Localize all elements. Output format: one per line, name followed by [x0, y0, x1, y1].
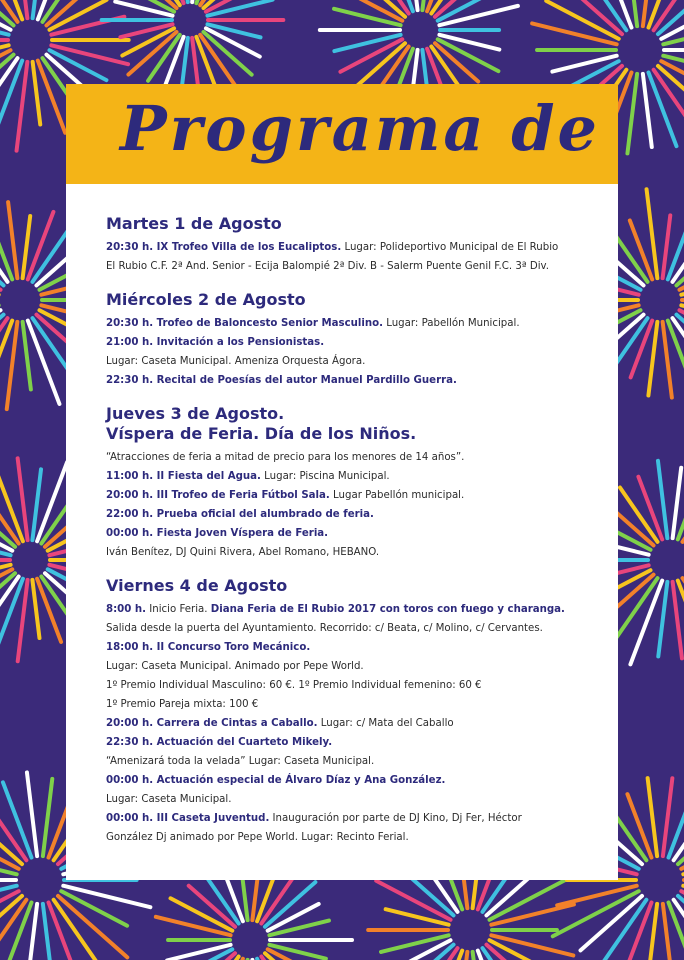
event-detail: Lugar: Polideportivo Municipal de El Rubio — [341, 242, 559, 253]
day-section — [106, 214, 606, 276]
event-detail: Iván Benítez, DJ Quini Rivera, Abel Romano, HEBANO. — [106, 547, 380, 558]
event-title: 20:00 h. III Trofeo de Feria Fútbol Sala. — [106, 490, 330, 501]
event-detail: Inauguración por parte de DJ Kino, Dj Fer, Héctor — [269, 813, 522, 824]
firework-ray — [673, 468, 682, 538]
firework-ray — [663, 215, 671, 278]
program-line — [106, 448, 606, 467]
program-line — [106, 600, 606, 619]
firework-ray — [58, 896, 127, 957]
firework-ray — [334, 35, 400, 51]
program-line — [106, 333, 606, 352]
firework-ray — [381, 935, 449, 952]
firework-ray — [0, 310, 1, 338]
day-heading-line: Viernes 4 de Agosto — [106, 576, 288, 595]
event-detail: Salida desde la puerta del Ayuntamiento. Recorrido: c/ Beata, c/ Molino, c/ Cervantes. — [106, 623, 543, 634]
firework-ray — [590, 900, 646, 960]
firework-ray — [334, 9, 401, 25]
firework-ray — [491, 904, 574, 924]
program-line — [106, 238, 606, 257]
event-title: 22:00 h. Prueba oficial del alumbrado de feria. — [106, 509, 374, 520]
event-detail: Lugar: Piscina Municipal. — [260, 471, 390, 482]
firework-ray — [63, 886, 150, 907]
event-title: 11:00 h. II Fiesta del Agua. — [106, 471, 261, 482]
event-detail: Lugar: Caseta Municipal. Animado por Pepe World. — [106, 661, 364, 672]
firework-ray — [32, 580, 39, 638]
firework-ray — [33, 62, 41, 125]
event-title: 20:30 h. IX Trofeo Villa de los Eucaliptos. — [106, 242, 342, 253]
event-detail: “Atracciones de feria a mitad de precio para los menores de 14 años”. — [106, 452, 465, 463]
firework-ray — [663, 778, 672, 856]
program-line — [106, 486, 606, 505]
event-detail: 1º Premio Pareja mixta: 100 € — [106, 699, 259, 710]
firework-ray — [627, 74, 637, 154]
event-title: 00:00 h. Actuación especial de Álvaro Díaz y Ana González. — [106, 775, 446, 786]
firework-ray — [648, 322, 657, 396]
day-heading-line: Jueves 3 de Agosto. — [106, 404, 285, 423]
program-line — [106, 314, 606, 333]
firework-ray — [386, 909, 449, 925]
day-heading — [106, 404, 606, 444]
event-title: 00:00 h. Fiesta Joven Víspera de Feria. — [106, 528, 329, 539]
event-detail: “Amenizará toda la velada” Lugar: Caseta Municipal. — [106, 756, 375, 767]
event-detail: Lugar Pabellón municipal. — [329, 490, 465, 501]
firework-ray — [643, 74, 652, 147]
program-line — [106, 771, 606, 790]
program-line — [106, 352, 606, 371]
day-heading — [106, 576, 606, 596]
day-heading-line: Martes 1 de Agosto — [106, 214, 282, 233]
program-line — [106, 371, 606, 390]
event-title: 00:00 h. III Caseta Juventud. — [106, 813, 270, 824]
event-detail: Inicio Feria. — [146, 604, 211, 615]
program-line — [106, 714, 606, 733]
event-detail: González Dj animado por Pepe World. Lugar: Recinto Ferial. — [106, 832, 409, 843]
program-line — [106, 676, 606, 695]
day-section — [106, 576, 606, 847]
day-heading-line: Miércoles 2 de Agosto — [106, 290, 306, 309]
day-heading — [106, 290, 606, 310]
program-line — [106, 543, 606, 562]
program-line — [106, 619, 606, 638]
day-section — [106, 404, 606, 562]
page-title: Programa de — [120, 92, 600, 165]
event-title: 18:00 h. II Concurso Toro Mecánico. — [106, 642, 311, 653]
program-line — [106, 828, 606, 847]
event-title: Diana Feria de El Rubio 2017 con toros con fuego y charanga. — [210, 604, 565, 615]
event-detail: Lugar: Caseta Municipal. Ameniza Orquesta Ágora. — [106, 356, 366, 367]
program-content — [106, 214, 606, 861]
event-title: 20:00 h. Carrera de Cintas a Caballo. — [106, 718, 318, 729]
firework-ray — [49, 902, 84, 960]
firework-ray — [23, 216, 31, 278]
firework-ray — [491, 935, 573, 955]
firework-ray — [43, 779, 52, 856]
firework-ray — [658, 582, 667, 657]
firework-ray — [648, 778, 657, 856]
program-line — [106, 695, 606, 714]
program-line — [106, 257, 606, 276]
event-title: 20:30 h. Trofeo de Baloncesto Senior Masculino. — [106, 318, 383, 329]
firework-ray — [532, 23, 617, 44]
firework-ray — [23, 322, 31, 390]
event-detail: El Rubio C.F. 2ª And. Senior - Ecija Balompié 2ª Div. B - Salerm Puente Genil F.C. 3ª Div. — [106, 261, 550, 272]
firework-ray — [0, 500, 15, 546]
program-line — [106, 467, 606, 486]
firework-ray — [439, 35, 499, 50]
program-line — [106, 505, 606, 524]
program-line — [106, 638, 606, 657]
program-line — [106, 809, 606, 828]
firework-ray — [557, 886, 637, 906]
program-line — [106, 657, 606, 676]
day-section — [106, 290, 606, 390]
program-line — [106, 790, 606, 809]
program-line — [106, 733, 606, 752]
program-line — [106, 752, 606, 771]
event-detail: Lugar: Caseta Municipal. — [106, 794, 232, 805]
event-detail: Lugar: c/ Mata del Caballo — [317, 718, 454, 729]
program-line — [106, 524, 606, 543]
event-title: 22:30 h. Actuación del Cuarteto Mikely. — [106, 737, 333, 748]
event-title: 21:00 h. Invitación a los Pensionistas. — [106, 337, 325, 348]
firework-ray — [51, 45, 128, 64]
event-title: 22:30 h. Recital de Poesías del autor Manuel Pardillo Guerra. — [106, 375, 457, 386]
day-heading-line: Víspera de Feria. Día de los Niños. — [106, 424, 417, 443]
firework-ray — [27, 772, 37, 856]
firework-ray — [269, 921, 329, 936]
day-heading — [106, 214, 606, 234]
event-title: 8:00 h. — [106, 604, 147, 615]
firework-ray — [167, 945, 230, 960]
event-detail: Lugar: Pabellón Municipal. — [382, 318, 520, 329]
event-detail: 1º Premio Individual Masculino: 60 €. 1º Premio Individual femenino: 60 € — [106, 680, 482, 691]
firework-ray — [115, 2, 172, 16]
